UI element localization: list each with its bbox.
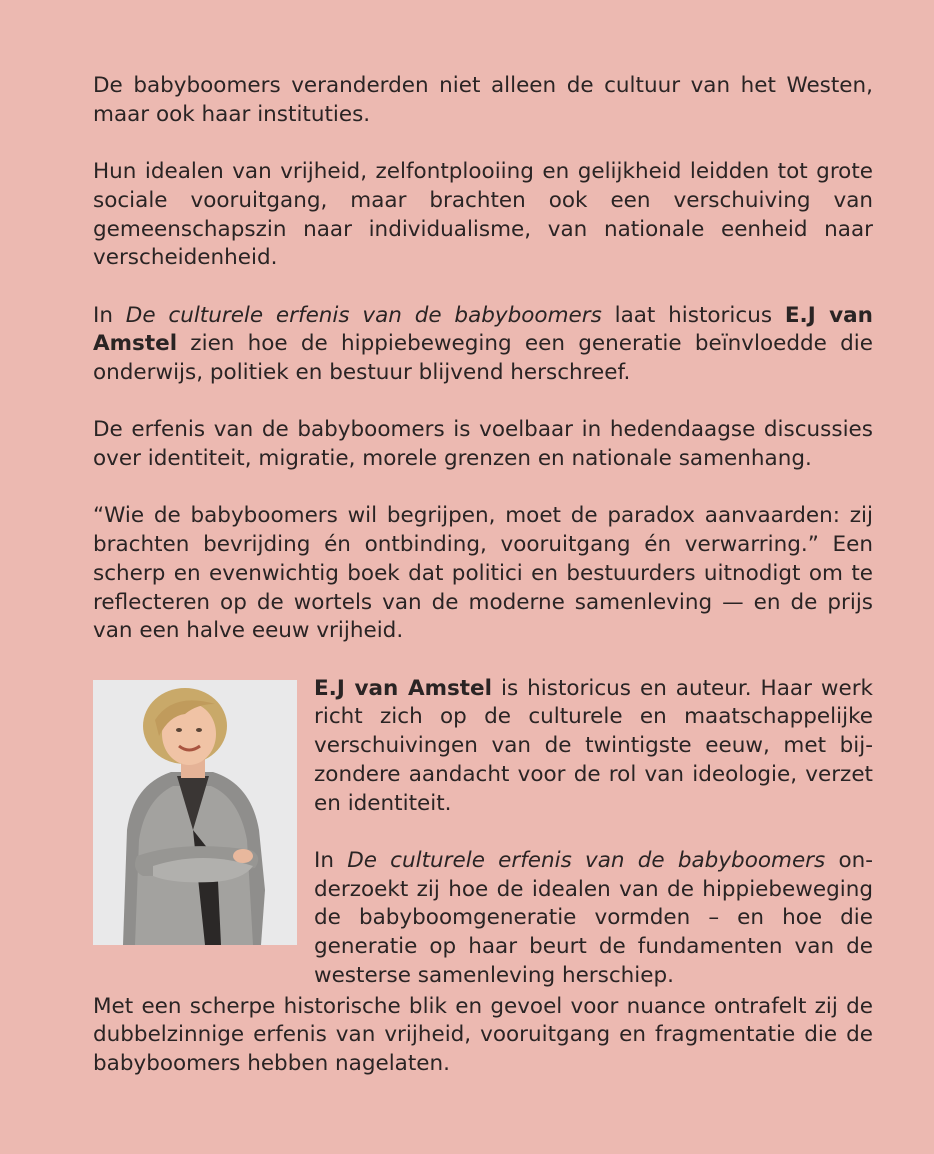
text-fragment: is historicus en auteur. Haar werk richt zich op de culturele en maatschappelijke verschuivingen van de twintigste eeuw, met bijzondere aandacht voor de rol van ideologie, verzet en identiteit. <box>314 675 873 816</box>
book-title: De culturele erfenis van de babyboomers <box>347 847 826 873</box>
closing-paragraph: Met een scherpe historische blik en gevoel voor nuance ontrafelt zij de dubbelzinnige erfenis van vrijheid, vooruitgang en fragmentatie die de babyboomers hebben nagelaten. <box>93 993 873 1077</box>
author-bio <box>314 675 873 991</box>
text-fragment: onderzoekt zij hoe de idealen van de hippiebeweging de babyboomgeneratie vormden – en hoe die generatie op haar beurt de fundamenten van de westerse samenleving herschiep. <box>314 847 873 988</box>
author-portrait-illustration <box>93 680 297 945</box>
book-title: De culturele erfenis van de babyboomers <box>125 302 602 328</box>
text-fragment: In <box>93 302 126 328</box>
text-fragment: In <box>314 847 348 873</box>
text-fragment: laat historicus <box>601 302 785 328</box>
quote-paragraph: “Wie de babyboomers wil begrijpen, moet de paradox aanvaarden: zij brachten bevrijding én ontbinding, vooruitgang én verwarring.” Een scherp en evenwichtig boek dat politici en bestuurders uitnodigt om te reflecteren op de wortels van de moderne samenleving — en de prijs van een halve eeuw vrijheid. <box>93 503 873 644</box>
text-fragment: zien hoe de hippiebeweging een generatie beïnvloedde die onderwijs, politiek en bestuur blijvend herschreef. <box>93 331 873 385</box>
author-bio-paragraph <box>314 675 873 819</box>
legacy-paragraph: De erfenis van de babyboomers is voelbaar in hedendaagse discussies over identiteit, migratie, morele grenzen en nationale samenhang. <box>93 417 873 472</box>
author-name: E.J van Amstel <box>93 302 873 357</box>
back-cover-text <box>93 72 873 1079</box>
author-section <box>93 675 873 993</box>
author-name: E.J van Amstel <box>314 675 493 701</box>
ideals-paragraph: Hun idealen van vrijheid, zelfontplooiing en gelijkheid leidden tot grote sociale vooruitgang, maar brachten ook een verschuiving van gemeenschapszin naar individualisme, van nationale eenheid naar verscheidenheid. <box>93 159 873 271</box>
author-photo <box>93 680 297 945</box>
author-research-paragraph <box>314 847 873 991</box>
intro-paragraph: De babyboomers veranderden niet alleen de cultuur van het Westen, maar ook haar instituties. <box>93 73 873 127</box>
book-summary-paragraph <box>93 302 873 388</box>
